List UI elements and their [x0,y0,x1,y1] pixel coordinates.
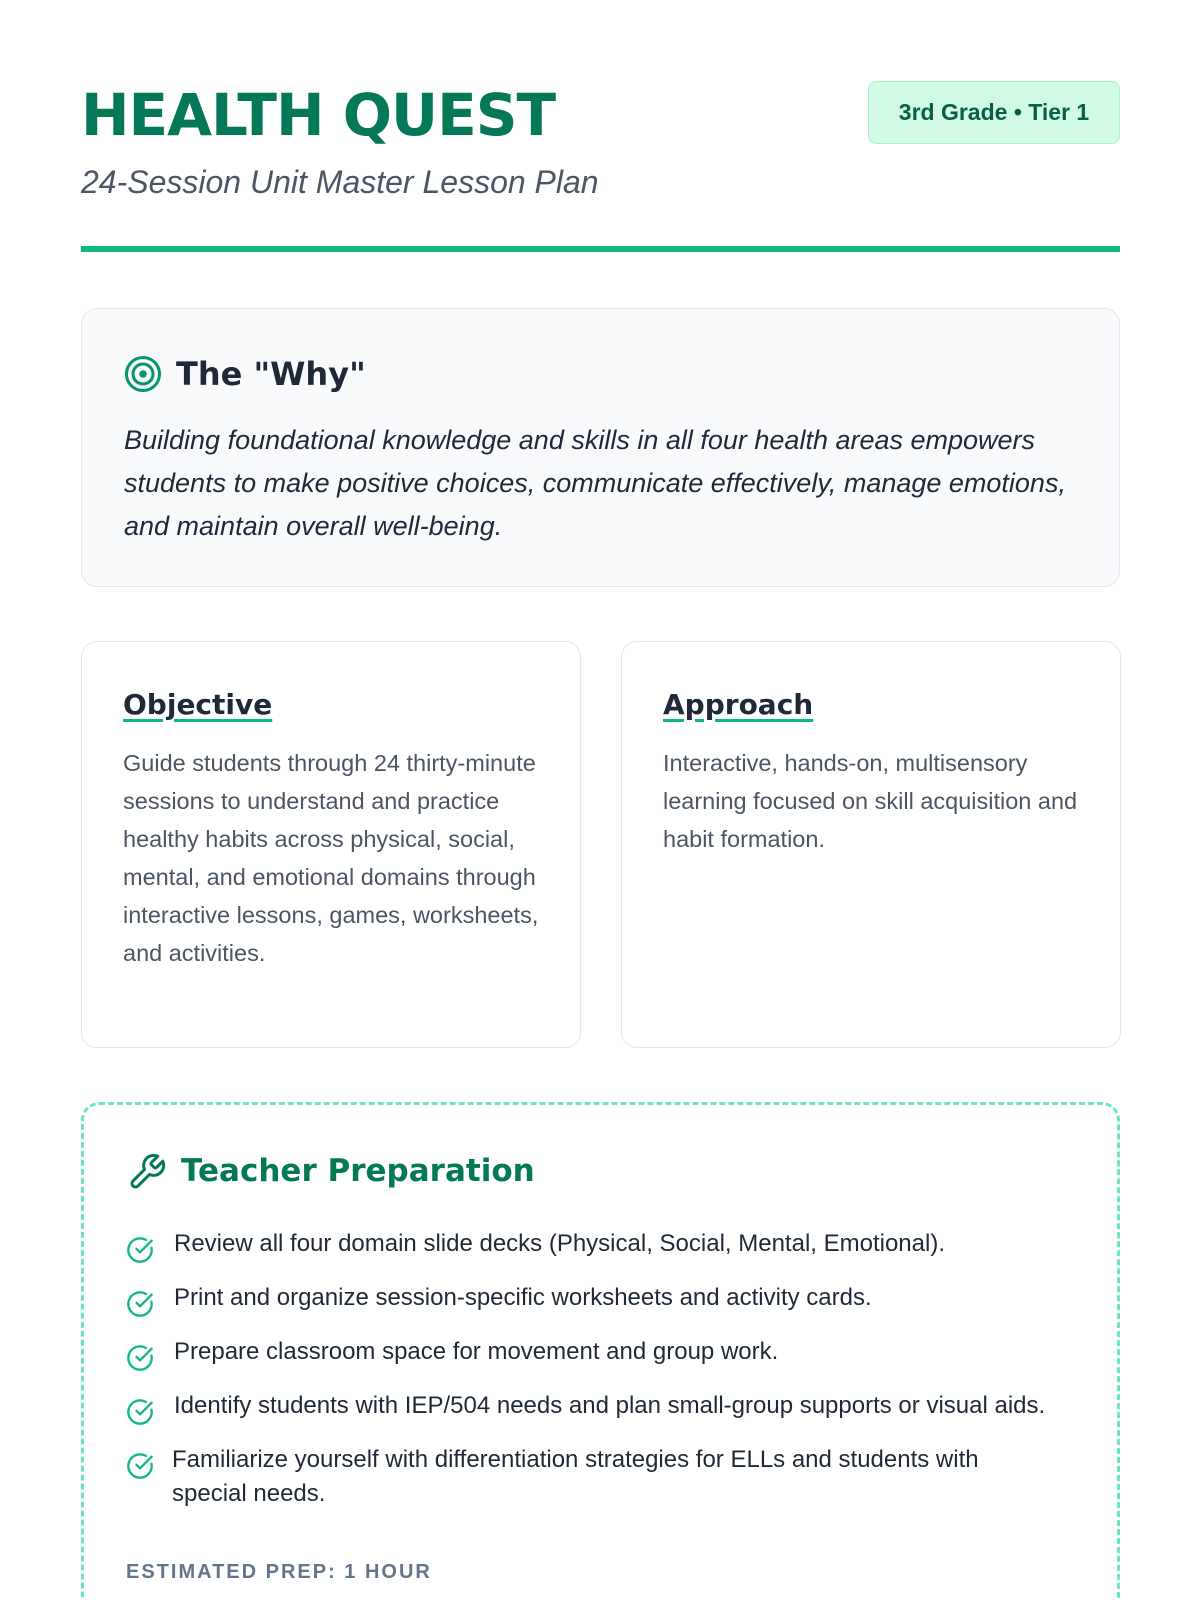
wrench-icon [127,1152,167,1192]
approach-text: Interactive, hands-on, multisensory learning focused on skill acquisition and habit formation. [663,750,1078,852]
approach-card [621,641,1121,1048]
preparation-item-text: Familiarize yourself with differentiation strategies for ELLs and students with special needs. [172,1446,979,1507]
check-circle-icon [126,1290,154,1318]
list-item [126,1443,1056,1511]
why-heading: The "Why" [176,355,366,393]
preparation-heading: Teacher Preparation [181,1153,535,1189]
objective-card [81,641,581,1048]
header-divider [81,246,1120,252]
check-circle-icon [126,1236,154,1264]
target-icon [124,355,162,393]
list-item [126,1227,1056,1261]
why-text: Building foundational knowledge and skills in all four health areas empowers students to make positive choices, communicate effectively, manage emotions, and maintain overall well-being. [124,425,1066,541]
preparation-list [126,1227,1056,1531]
preparation-item-text: Prepare classroom space for movement and group work. [174,1338,779,1365]
objective-text: Guide students through 24 thirty-minute sessions to understand and practice healthy habits across physical, social, mental, and emotional domains through interactive lessons, games, worksheets, and activities. [123,750,539,966]
list-item [126,1335,1056,1369]
grade-tier-badge: 3rd Grade • Tier 1 [868,81,1120,144]
check-circle-icon [126,1344,154,1372]
preparation-item-text: Identify students with IEP/504 needs and plan small-group supports or visual aids. [174,1392,1046,1419]
teacher-preparation-card [81,1102,1120,1600]
check-circle-icon [126,1398,154,1426]
why-card [81,308,1120,587]
header [81,80,1120,252]
list-item [126,1389,1056,1423]
preparation-item-text: Review all four domain slide decks (Physical, Social, Mental, Emotional). [174,1230,945,1257]
check-circle-icon [126,1452,154,1480]
objective-heading: Objective [123,688,273,721]
page-title: HEALTH QUEST [81,81,556,149]
page-subtitle: 24-Session Unit Master Lesson Plan [81,164,599,200]
list-item [126,1281,1056,1315]
approach-heading: Approach [663,688,814,721]
preparation-item-text: Print and organize session-specific worksheets and activity cards. [174,1284,872,1311]
prep-estimate: ESTIMATED PREP: 1 HOUR [126,1561,432,1583]
lesson-plan-page [81,0,1120,1600]
